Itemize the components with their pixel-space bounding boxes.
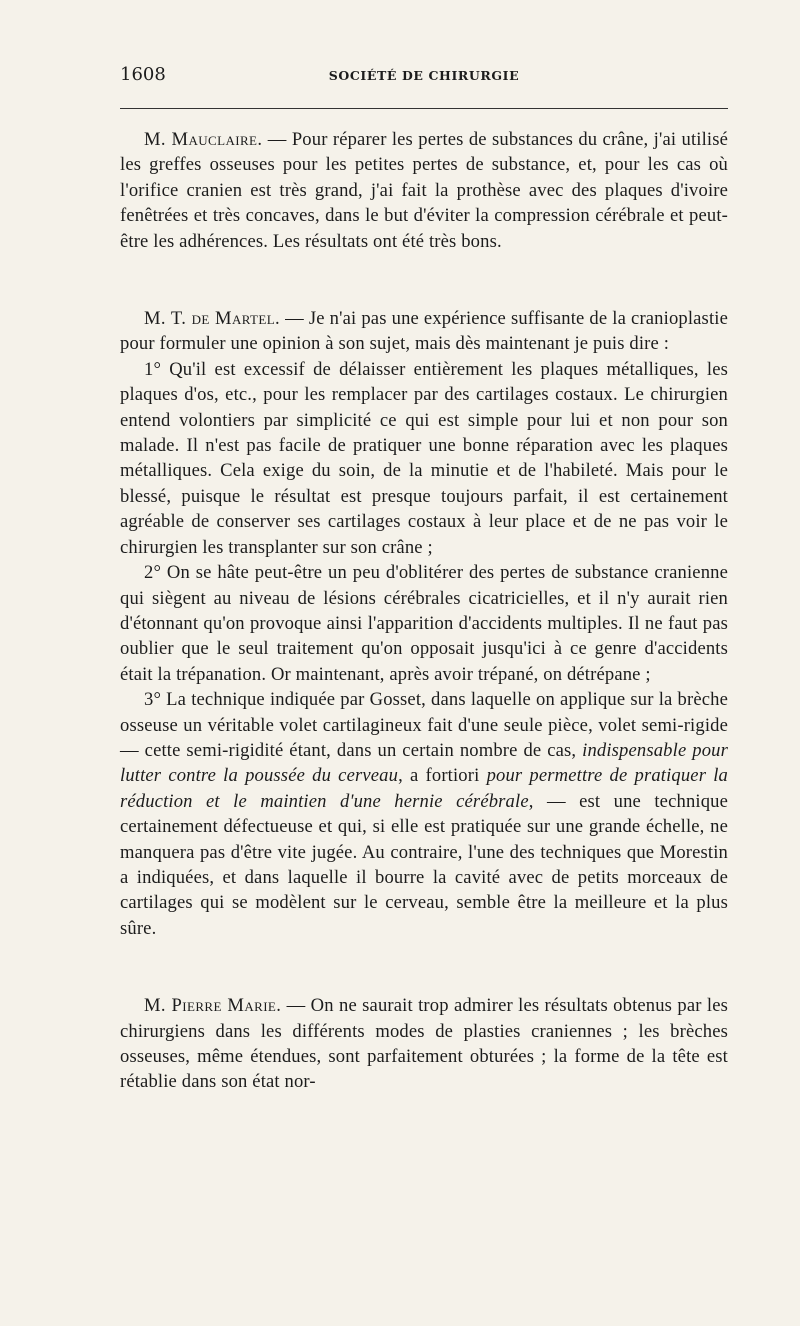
italic-phrase: pour permettre de pratiquer la réduction et le maintien d'une hernie cérébrale — [120, 765, 729, 812]
speech-text: — Pour réparer les pertes de substances du crâne, j'ai utilisé les greffes osseuses pour les petites pertes de substance, et, pour les cas où l'orifice cranien est très grand, j'ai fait la prothèse avec des plaques d'ivoire fenêtrées et très concaves, dans le but d'éviter la compression cérébrale et peut-être les adhérences. Les résultats ont été très bons. — [120, 129, 728, 252]
paragraph — [120, 127, 728, 254]
numbered-point-2: 2° On se hâte peut-être un peu d'oblitérer des pertes de substance cranienne qui siègent au niveau de lésions cérébrales cicatricielles, et il n'y aurait rien d'étonnant qu'on provoque ainsi l'apparition d'accidents multiples. Il ne faut pas oublier que le seul traitement qu'on opposait jusqu'ici à ce genre d'accidents était la trépanation. Or maintenant, après avoir trépané, on détrépane ; — [120, 562, 728, 685]
speech-mauclaire — [120, 127, 728, 254]
numbered-point-3 — [120, 687, 728, 941]
numbered-point-1: 1° Qu'il est excessif de délaisser entièrement les plaques métalliques, les plaques d'os, etc., pour les remplacer par des cartilages costaux. Le chirurgien entend volontiers par simplicité ce qui est simple pour lui et non pour son malade. Il n'est pas facile de pratiquer une bonne réparation avec les plaques métalliques. Cela exige du soin, de la minutie et de l'habileté. Mais pour le blessé, puisque le résultat est presque toujours parfait, il est certainement agréable de conserver ses cartilages costaux à leur place et de ne pas voir le chirurgien les transplanter sur son crâne ; — [120, 358, 728, 558]
book-page — [120, 60, 728, 1095]
paragraph — [120, 306, 728, 357]
speech-text: — On ne saurait trop admirer les résultats obtenus par les chirurgiens dans les différents modes de plasties craniennes ; les brèches osseuses, même étendues, sont parfaitement obturées ; la forme de la tête est rétablie dans son état nor- — [120, 995, 728, 1093]
paragraph — [120, 993, 728, 1095]
point-text: , a fortiori — [398, 765, 487, 787]
speaker-name: M. Mauclaire. — [144, 129, 263, 150]
header-rule — [120, 108, 728, 109]
running-title: SOCIÉTÉ DE CHIRURGIE — [328, 68, 520, 83]
speech-de-martel — [120, 306, 728, 941]
page-number: 1608 — [120, 64, 166, 85]
italic-phrase: indispensable pour lutter contre la poussée du cerveau — [120, 739, 728, 787]
speaker-name: M. Pierre Marie. — [144, 995, 282, 1017]
point-text: 3° La technique indiquée par Gosset, dans laquelle on applique sur la brèche osseuse un véritable volet cartilagineux fait d'une seule pièce, volet semi-rigide — cette semi-rigidité étant, dans un certain nombre de cas, — [120, 689, 728, 761]
speech-pierre-marie — [120, 993, 728, 1095]
speaker-name: M. T. de Martel. — [144, 308, 281, 330]
point-text: , — est une technique certainement défectueuse et qui, si elle est pratiquée sur une grande échelle, ne manquera pas d'être vite jugée. Au contraire, l'une des techniques que Morestin a indiquées, et dans laquelle il bourre la cavité avec de petits morceaux de cartilages qui se modèlent sur le cerveau, semble être la meilleure et la plus sûre. — [120, 790, 728, 939]
running-head — [120, 60, 728, 94]
speech-text: — Je n'ai pas une expérience suffisante de la cranioplastie pour formuler une opinion à son sujet, mais dès maintenant je puis dire : — [120, 308, 728, 355]
